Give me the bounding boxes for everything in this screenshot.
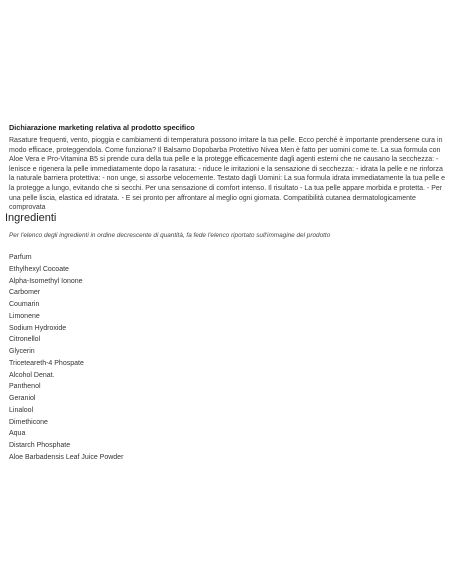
ingredient-item: Triceteareth-4 Phospate <box>9 359 84 367</box>
ingredient-item: Coumarin <box>9 301 40 308</box>
ingredient-item: Aloe Barbadensis Leaf Juice Powder <box>9 453 124 461</box>
ingredient-item: Citronellol <box>9 336 41 344</box>
ingredient-item: Ethylhexyl Cocoate <box>9 265 69 273</box>
ingredient-list <box>5 252 445 464</box>
ingredient-item: Glycerin <box>9 348 35 355</box>
ingredient-item: Carbomer <box>9 289 41 297</box>
ingredients-section <box>5 211 445 464</box>
ingredients-disclaimer: Per l'elenco degli ingredienti in ordine decrescente di quantità, fa fede l'elenco riportato sull'immagine del prodotto <box>9 232 331 239</box>
ingredients-heading: Ingredienti <box>5 212 57 224</box>
ingredient-item: Linalool <box>9 406 34 414</box>
ingredient-item: Panthenol <box>9 383 41 391</box>
ingredient-item: Limonene <box>9 312 40 320</box>
marketing-statement-text: Rasature frequenti, vento, pioggia e cambiamenti di temperatura possono irritare la tua pelle. Ecco perché è importante prendersene cura in modo efficace, proteggendola. Come funziona? Il Balsamo Dopobarba Protettivo Nivea Men è fatto per uomini come te. La sua formula con Aloe Vera e Pro-Vitamina B5 si prende cura della tua pelle e la protegge efficacemente dagli agenti esterni che ne causano la secchezza: - lenisce e rigenera la pelle immediatamente dopo la rasatura: - riduce le irritazioni e la sensazione di secchezza: - idrata la pelle e ne rinforza la naturale barriera protettiva: - non unge, si assorbe velocemente. Testato dagli Uomini: La sua formula idrata immediatamente la tua pelle e la protegge a lungo, evitando che si secchi. Per una sensazione di comfort intenso. Il risultato - La tua pelle appare morbida e protetta. - Per una pelle liscia, elastica ed idratata. - E sei pronto per affrontare al meglio ogni giornata. Compatibilità cutanea dermatologicamente comprovata <box>9 137 446 212</box>
ingredient-item: Dimethicone <box>9 418 48 426</box>
ingredient-item: Geraniol <box>9 395 36 402</box>
ingredient-item: Aqua <box>9 430 26 438</box>
marketing-statement-section <box>9 123 447 213</box>
marketing-statement-title: Dichiarazione marketing relativa al prodotto specifico <box>9 123 195 132</box>
ingredient-item: Alcohol Denat. <box>9 371 55 379</box>
ingredient-item: Alpha-Isomethyl Ionone <box>9 277 83 285</box>
ingredient-item: Distarch Phosphate <box>9 442 71 449</box>
ingredient-item: Sodium Hydroxide <box>9 324 67 332</box>
ingredient-item: Parfum <box>9 254 32 261</box>
